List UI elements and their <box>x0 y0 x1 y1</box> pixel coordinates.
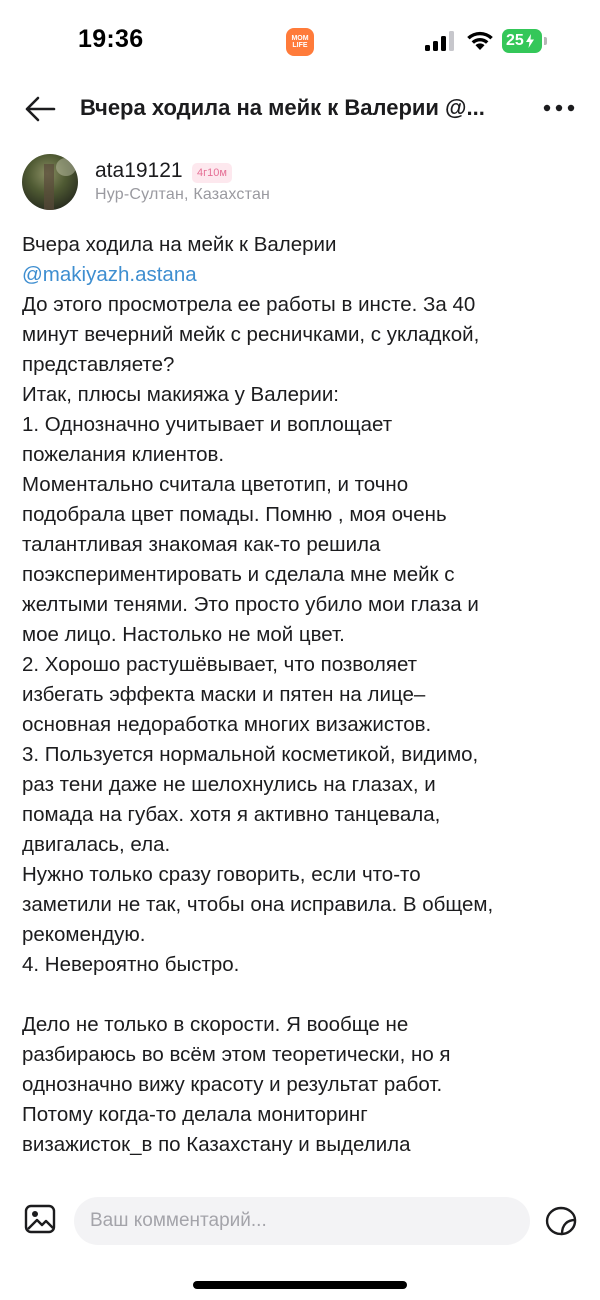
post-line: талантливая знакомая как-то решила <box>22 533 381 556</box>
post-line: 4. Невероятно быстро. <box>22 953 240 976</box>
post-line: помада на губах. хотя я активно танцевала, <box>22 803 441 826</box>
comment-input[interactable] <box>74 1197 530 1245</box>
post-line: избегать эффекта маски и пятен на лице– <box>22 683 426 706</box>
sticker-icon[interactable] <box>544 1205 578 1237</box>
age-badge: 4г10м <box>192 163 232 183</box>
wifi-icon <box>466 30 494 52</box>
status-bar <box>0 0 600 84</box>
post-line: минут вечерний мейк с ресничками, с укладкой, <box>22 323 480 346</box>
app-badge-line1: MOM <box>291 35 309 42</box>
post-line: двигалась, ела. <box>22 833 171 856</box>
post-line: Нужно только сразу говорить, если что-то <box>22 863 421 886</box>
post-line: 1. Однозначно учитывает и воплощает <box>22 413 393 436</box>
comment-bar <box>0 1180 600 1300</box>
post-line: Итак, плюсы макияжа у Валерии: <box>22 383 339 406</box>
post-line: однозначно вижу красоту и результат работ. <box>22 1073 443 1096</box>
header <box>0 84 600 134</box>
post-line: мое лицо. Настолько не мой цвет. <box>22 623 345 646</box>
signal-icon <box>425 31 457 51</box>
post-line: До этого просмотрела ее работы в инсте. За 40 <box>22 293 476 316</box>
post-line: 3. Пользуется нормальной косметикой, видимо, <box>22 743 479 766</box>
battery-tip <box>544 37 547 45</box>
battery-percent: 25 <box>506 32 524 49</box>
post-line: заметили не так, чтобы она исправила. В общем, <box>22 893 494 916</box>
avatar-trunk <box>44 164 54 210</box>
charging-bolt-icon <box>525 34 535 48</box>
app-badge-line2: LIFE <box>292 42 308 49</box>
post-line: Вчера ходила на мейк к Валерии <box>22 233 337 256</box>
post-line: рекомендую. <box>22 923 146 946</box>
post-line: представляете? <box>22 353 175 376</box>
post-line: Дело не только в скорости. Я вообще не <box>22 1013 409 1036</box>
post-line: 2. Хорошо растушёвывает, что позволяет <box>22 653 418 676</box>
post-line: основная недоработка многих визажистов. <box>22 713 432 736</box>
post-body <box>22 230 582 1180</box>
image-icon[interactable] <box>24 1204 56 1234</box>
post-line: желтыми тенями. Это просто убило мои глаза и <box>22 593 479 616</box>
status-time: 19:36 <box>78 25 144 53</box>
post-line: подобрала цвет помады. Помню , моя очень <box>22 503 447 526</box>
avatar-sky <box>56 158 76 176</box>
post-line: пожелания клиентов. <box>22 443 225 466</box>
battery-level <box>502 29 542 53</box>
back-arrow-icon[interactable] <box>24 96 56 122</box>
battery-icon <box>502 29 548 53</box>
author-location: Нур-Султан, Казахстан <box>95 186 271 203</box>
post-title: Вчера ходила на мейк к Валерии @... <box>80 95 485 120</box>
avatar[interactable] <box>22 154 78 210</box>
post-line: разбираюсь во всём этом теоретически, но я <box>22 1043 451 1066</box>
author-name[interactable]: ata19121 <box>95 159 183 182</box>
post-line-blank <box>22 980 582 1010</box>
mention-link[interactable]: @makiyazh.astana <box>22 263 197 286</box>
more-dots-icon[interactable] <box>542 102 576 114</box>
post-line: Моментально считала цветотип, и точно <box>22 473 409 496</box>
post-line: визажисток_в по Казахстану и выделила <box>22 1133 411 1156</box>
post-line: поэкспериментировать и сделала мне мейк с <box>22 563 455 586</box>
post-line: Потому когда-то делала мониторинг <box>22 1103 368 1126</box>
post-line: раз тени даже не шелохнулись на глазах, и <box>22 773 436 796</box>
app-logo-icon <box>286 28 314 56</box>
home-indicator <box>193 1281 407 1289</box>
